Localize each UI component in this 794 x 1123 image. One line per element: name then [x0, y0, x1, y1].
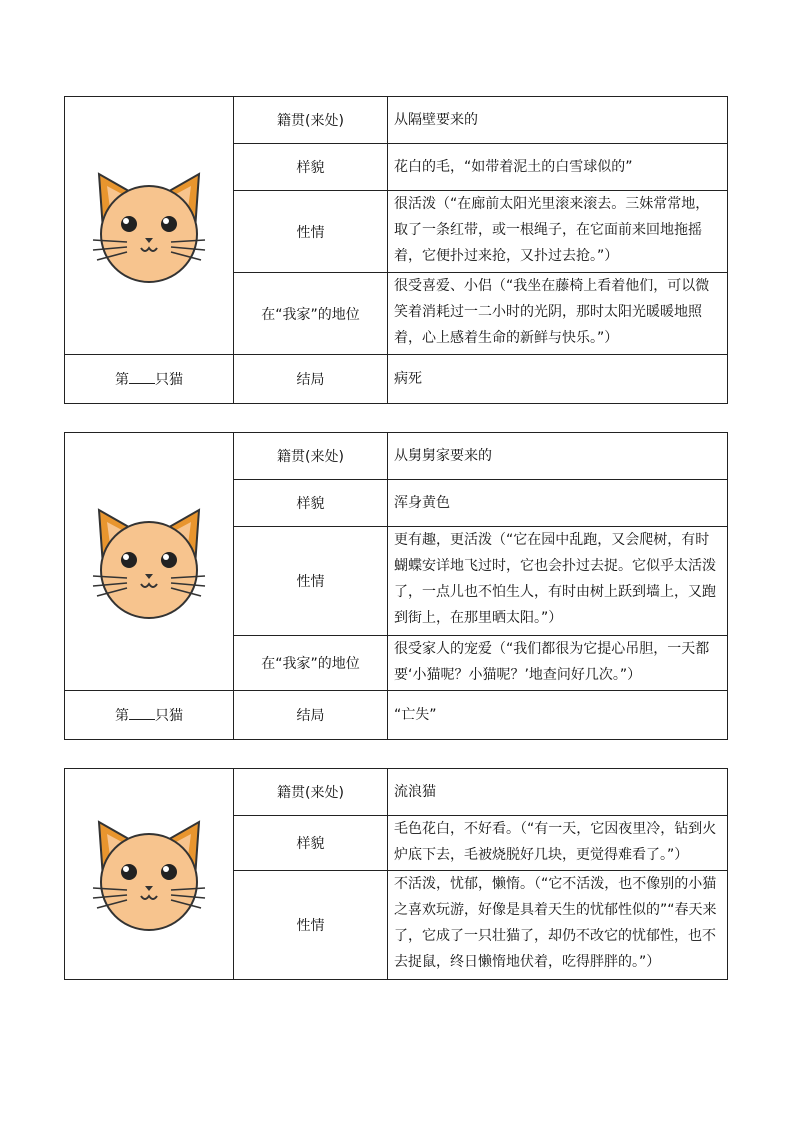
cat-image-cell [65, 97, 234, 355]
rank-suffix: 只猫 [155, 372, 183, 388]
label-ending: 结局 [234, 355, 388, 404]
cat2-temperament: 更有趣，更活泼（“它在园中乱跑，又会爬树，有时蝴蝶安详地飞过时，它也会扑过去捉。它似乎太活泼了，一点儿也不怕生人，有时由树上跃到墙上，又跑到街上，在那里晒太阳。”） [388, 527, 728, 636]
cat3-temperament: 不活泼，忧郁，懒惰。（“它不活泼，也不像别的小猫之喜欢玩游，好像是具着天生的忧郁性似的”“春天来了，它成了一只壮猫了，却仍不改它的忧郁性，也不去捉鼠，终日懒惰地伏着，吃得胖胖的。”） [388, 871, 728, 980]
cat2-status: 很受家人的宠爱（“我们都很为它提心吊胆，一天都要‘小猫呢？小猫呢？’地查问好几次。”） [388, 636, 728, 691]
cat2-rank [65, 691, 234, 740]
cat-table-2 [64, 432, 728, 740]
cat-image-cell [65, 433, 234, 691]
label-origin: 籍贯(来处) [234, 433, 388, 480]
label-temperament: 性情 [234, 871, 388, 980]
cat1-status: 很受喜爱、小侣（“我坐在藤椅上看着他们，可以微笑着消耗过一二小时的光阴，那时太阳光暖暖地照着，心上感着生命的新鲜与快乐。”） [388, 273, 728, 355]
cat-image-cell [65, 769, 234, 980]
rank-suffix: 只猫 [155, 708, 183, 724]
cat-face-icon [91, 168, 207, 284]
label-origin: 籍贯(来处) [234, 769, 388, 816]
label-ending: 结局 [234, 691, 388, 740]
cat-face-icon [91, 816, 207, 932]
cat2-origin: 从舅舅家要来的 [388, 433, 728, 480]
cat2-ending: “亡失” [388, 691, 728, 740]
label-status: 在“我家”的地位 [234, 273, 388, 355]
label-origin: 籍贯(来处) [234, 97, 388, 144]
cat-table-3 [64, 768, 728, 980]
rank-prefix: 第 [115, 708, 129, 724]
cat-table-1 [64, 96, 728, 404]
cat1-rank [65, 355, 234, 404]
label-status: 在“我家”的地位 [234, 636, 388, 691]
label-appearance: 样貌 [234, 480, 388, 527]
cat1-temperament: 很活泼（“在廊前太阳光里滚来滚去。三妹常常地，取了一条红带，或一根绳子，在它面前来回地拖摇着，它便扑过来抢，又扑过去抢。”） [388, 191, 728, 273]
cat1-origin: 从隔壁要来的 [388, 97, 728, 144]
label-appearance: 样貌 [234, 816, 388, 871]
label-appearance: 样貌 [234, 144, 388, 191]
label-temperament: 性情 [234, 191, 388, 273]
cat-face-icon [91, 504, 207, 620]
rank-blank[interactable] [129, 383, 155, 384]
cat3-appearance: 毛色花白，不好看。（“有一天，它因夜里冷，钻到火炉底下去，毛被烧脱好几块，更觉得难看了。”） [388, 816, 728, 871]
cat1-appearance: 花白的毛，“如带着泥土的白雪球似的” [388, 144, 728, 191]
label-temperament: 性情 [234, 527, 388, 636]
cat1-ending: 病死 [388, 355, 728, 404]
cat3-origin: 流浪猫 [388, 769, 728, 816]
cat2-appearance: 浑身黄色 [388, 480, 728, 527]
rank-blank[interactable] [129, 719, 155, 720]
rank-prefix: 第 [115, 372, 129, 388]
